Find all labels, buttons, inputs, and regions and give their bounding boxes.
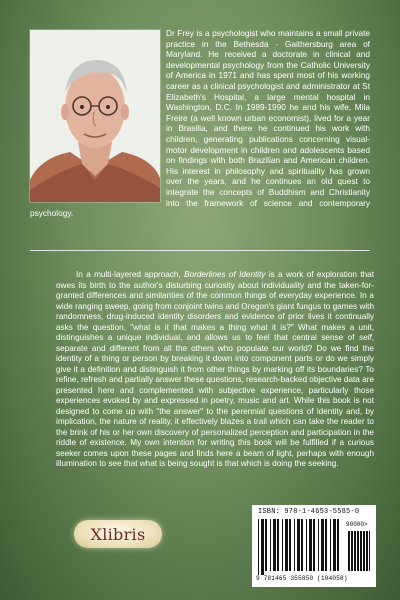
price-barcode-bar bbox=[360, 531, 362, 571]
photo-spacer bbox=[30, 28, 166, 204]
book-title: Borderlines of Identity bbox=[184, 270, 266, 279]
divider-line bbox=[30, 250, 370, 251]
barcode-bar bbox=[285, 519, 288, 571]
barcode-bar bbox=[258, 519, 259, 575]
barcode-bar bbox=[321, 519, 324, 571]
barcode-bar bbox=[294, 519, 295, 571]
barcode-bar bbox=[337, 519, 339, 571]
publisher-logo-text: Xlibris bbox=[90, 524, 146, 544]
price-barcode-bar bbox=[354, 531, 356, 571]
barcode-bar bbox=[297, 519, 300, 571]
description-text-part-2: is a work of exploration that owes its birth to the author's disturbing curiosity about individuality and the taken-for-granted differences and similarities of the common things of everyday experience. In a wide ranging sweep, going from conjoint twins and Oregon's giant fungus to games with randomness, drug-induced identity disorders and evidence of prior lives it continually asks the question, "what is it that makes a thing what it is?" What makes a unit, distinguishes a unique individual, and allows us to feel that central sense of bbox=[56, 270, 374, 342]
description-text-part-3: , separate and different from all the others who populate our world? Do we find the identity of a thing or person by breaking it down into component parts or do we simply give it a definition and distinguish it from other things by marking off its boundaries? To refine, refresh and partially answer these questions, research-backed objective data are presented here and complemented with subjective experience, particularly those experiences evoked by and expressed in poetry, music and art. While this book is not designed to come up with "the answer" to the perennial questions of identity and, by implication, the nature of reality, it effectively blazes a trail which can take the reader to the brink of his or her own discovery of personalized perception and participation in the riddle of existence. My own intention for writing this book will be fulfilled if a curious seeker comes upon these pages and finds here a beam of light, perhaps with enough illumination to see that what is being sought is that which is doing the seeking. bbox=[56, 333, 374, 468]
isbn-label: ISBN: 978-1-4653-5585-0 bbox=[258, 508, 360, 516]
author-bio-text: Dr Frey is a psychologist who maintains a small private practice in the Bethesda - Gaithersburg area of Maryland. He received a doctorate in clinical and developmental psychology from the Catholic University of America in 1971 and has spent most of his working career as a clinical psychologist and administrator at St Elizabeth's Hospital, a large mental hospital in Washington, D.C. In 1989-1990 he and his wife, Mila Freire (a well known urban economist), lived for a year in Brasilia, and there he continued his work with children, generating publications concerning visual-motor development in children and adolescents based on findings with both Brazilian and American children. His interest in philosophy and spirituality has grown over the years, and he continues an old quest to integrate the concepts of Buddhism and Christianity into the framework of science and contemporary psychology. bbox=[30, 28, 370, 219]
barcode-bar bbox=[325, 519, 327, 571]
publisher-logo bbox=[74, 520, 162, 548]
barcode-bar bbox=[273, 519, 276, 571]
barcode-bar bbox=[301, 519, 303, 571]
barcode-bar bbox=[261, 519, 264, 575]
price-barcode-bar bbox=[366, 531, 368, 571]
barcode-bar bbox=[318, 519, 319, 571]
barcode-bar bbox=[265, 519, 267, 571]
barcode bbox=[252, 505, 376, 587]
price-barcode-bar bbox=[348, 531, 350, 571]
price-barcode-bar bbox=[363, 531, 365, 571]
barcode-bar bbox=[270, 519, 271, 571]
self-emphasis: self bbox=[358, 333, 372, 342]
barcode-bars bbox=[258, 519, 370, 575]
price-barcode-bar bbox=[351, 531, 353, 571]
description-paragraph bbox=[56, 270, 374, 470]
barcode-bar bbox=[309, 519, 312, 571]
barcode-bar bbox=[330, 519, 331, 571]
barcode-bar bbox=[333, 519, 336, 571]
barcode-bar bbox=[306, 519, 307, 571]
price-barcode-bar bbox=[357, 531, 359, 571]
ean-digits: 9 781465 355850 (104058) bbox=[256, 575, 348, 582]
price-barcode-bar bbox=[369, 531, 370, 571]
barcode-bar bbox=[282, 519, 283, 571]
barcode-bar bbox=[277, 519, 279, 571]
description-text-part-1: In a multi-layered approach, bbox=[76, 270, 185, 279]
barcode-bar bbox=[313, 519, 315, 571]
price-code: 90000> bbox=[346, 521, 368, 528]
barcode-bar bbox=[289, 519, 291, 571]
book-description bbox=[56, 270, 374, 470]
author-bio bbox=[30, 28, 370, 238]
